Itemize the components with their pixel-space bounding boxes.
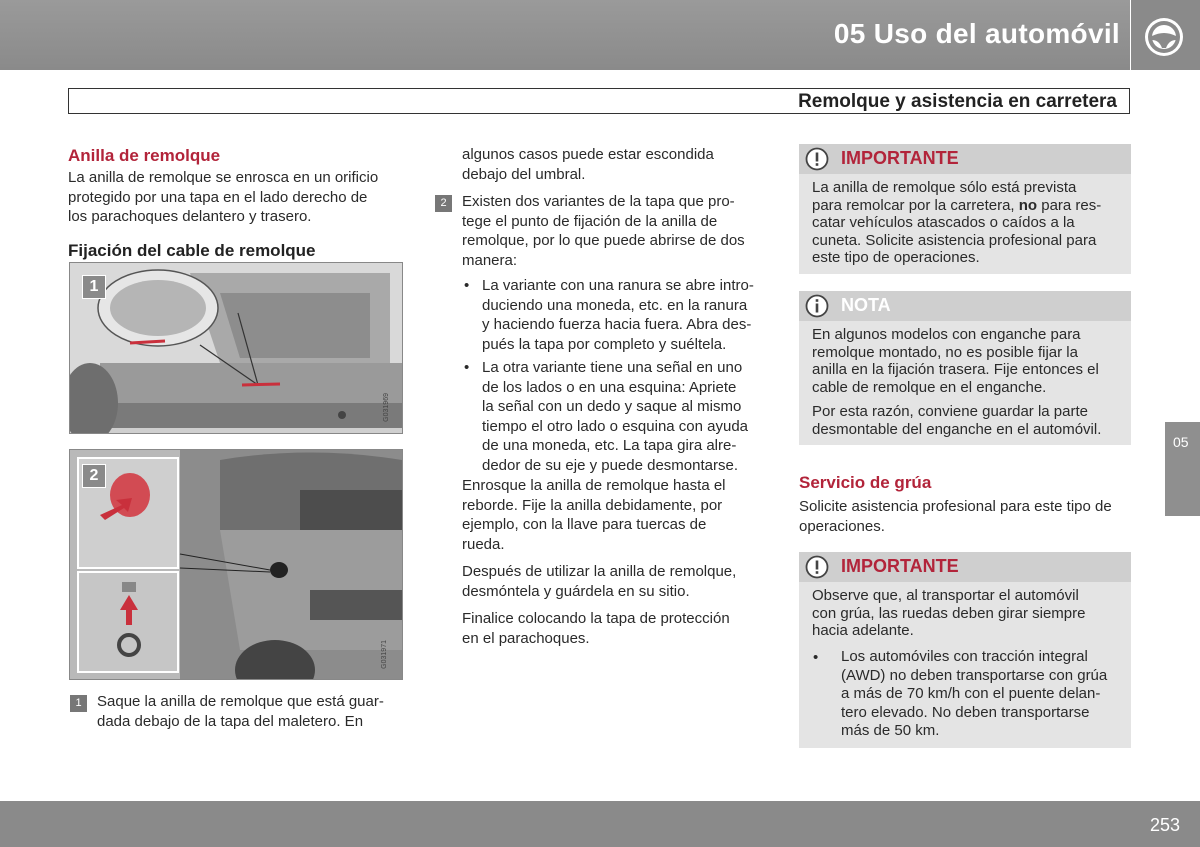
important-box-1-label: IMPORTANTE — [841, 148, 959, 168]
step-number-1: 1 — [70, 695, 87, 712]
figure-2-code: G031971 — [381, 640, 388, 669]
step-1-text: Saque la anilla de remolque que está guar- dada debajo de la tapa del maletero. En — [97, 693, 384, 730]
paragraph-enrosque: Enrosque la anilla de remolque hasta el reborde. Fije la anilla debidamente, por ejemplo, con la llave para tuercas de rueda. — [462, 477, 726, 553]
continuation-text: algunos casos puede estar escondida debajo del umbral. — [462, 146, 714, 183]
note-box-label: NOTA — [841, 295, 891, 315]
important-box-2-label: IMPORTANTE — [841, 556, 959, 576]
section-title: Remolque y asistencia en carretera — [798, 91, 1117, 112]
step-2-text: Existen dos variantes de la tapa que pro- tege el punto de fijación de la anilla de remolque, por lo que puede abrirse de dos manera: — [462, 193, 745, 269]
note-box — [799, 291, 1131, 445]
heading-servicio-grua: Servicio de grúa — [799, 473, 932, 492]
paragraph-despues: Después de utilizar la anilla de remolque, desmóntela y guárdela en su sitio. — [462, 563, 737, 600]
exclamation-icon — [805, 555, 829, 579]
page-number: 253 — [1149, 815, 1180, 835]
bullet-dot: • — [813, 649, 819, 666]
important-box-2-bullet: Los automóviles con tracción integral (AWD) no deben transportarse con grúa a más de 70 km/h con el puente delan- tero elevado. No deben transportarse más de 50 km. — [841, 648, 1108, 739]
note-box-paragraph-2: Por esta razón, conviene guardar la parte desmontable del enganche en el automóvil. — [812, 403, 1102, 438]
chapter-side-tab-label: 05 — [1173, 434, 1189, 450]
exclamation-icon — [805, 147, 829, 171]
rear-car-illustration — [70, 263, 402, 433]
subheading-fijacion: Fijación del cable de remolque — [68, 241, 316, 260]
paragraph-finalice: Finalice colocando la tapa de protección en el parachoques. — [462, 610, 730, 647]
steering-wheel-icon — [1131, 0, 1200, 70]
info-icon — [805, 294, 829, 318]
figure-1-rear-bumper — [69, 262, 403, 434]
grua-text: Solicite asistencia profesional para este tipo de operaciones. — [799, 498, 1112, 535]
step-number-2: 2 — [435, 195, 452, 212]
figure-2-front-bumper — [69, 449, 403, 680]
important-box-2-text: Observe que, al transportar el automóvil con grúa, las ruedas deben girar siempre hacia adelante. — [812, 587, 1086, 639]
important-box-2 — [799, 552, 1131, 748]
figure-1-label: 1 — [82, 275, 106, 299]
figure-2-label: 2 — [82, 464, 106, 488]
chapter-icon-box — [1131, 0, 1200, 70]
chapter-title: 05 Uso del automóvil — [833, 18, 1120, 49]
note-box-paragraph-1: En algunos modelos con enganche para remolque montado, no es posible fijar la anilla en la fijación trasera. Fije entonces el cable de remolque en el enganche. — [812, 326, 1099, 396]
bullet-variant-mark: La otra variante tiene una señal en uno de los lados o en una esquina: Apriete la señal con un dedo y saque al mismo tiempo el otro lado o esquina con ayuda de una moneda, etc. La tapa gira alre- dedor de su eje y puede desmontarse. — [482, 359, 749, 474]
section-bar — [68, 88, 1130, 114]
important-box-1-text: La anilla de remolque sólo está prevista para remolcar por la carretera, no para res- catar vehículos atascados o caídos a la cuneta. Solicite asistencia profesional para este tipo de operaciones. — [812, 179, 1102, 266]
intro-paragraph: La anilla de remolque se enrosca en un orificio protegido por una tapa en el lado derecho de los parachoques delantero y trasero. — [68, 169, 379, 225]
bullet-dot: • — [464, 277, 470, 294]
bullet-dot: • — [464, 359, 470, 376]
important-box-1 — [799, 144, 1131, 274]
page-footer — [0, 801, 1200, 847]
bullet-variant-slot: La variante con una ranura se abre intro- duciendo una moneda, etc. en la ranura y haciendo fuerza hacia fuera. Abra des- pués la tapa por completo y suéltela. — [482, 277, 754, 353]
heading-anilla: Anilla de remolque — [68, 146, 221, 165]
front-car-illustration — [70, 450, 402, 679]
figure-1-code: G031969 — [383, 393, 390, 422]
